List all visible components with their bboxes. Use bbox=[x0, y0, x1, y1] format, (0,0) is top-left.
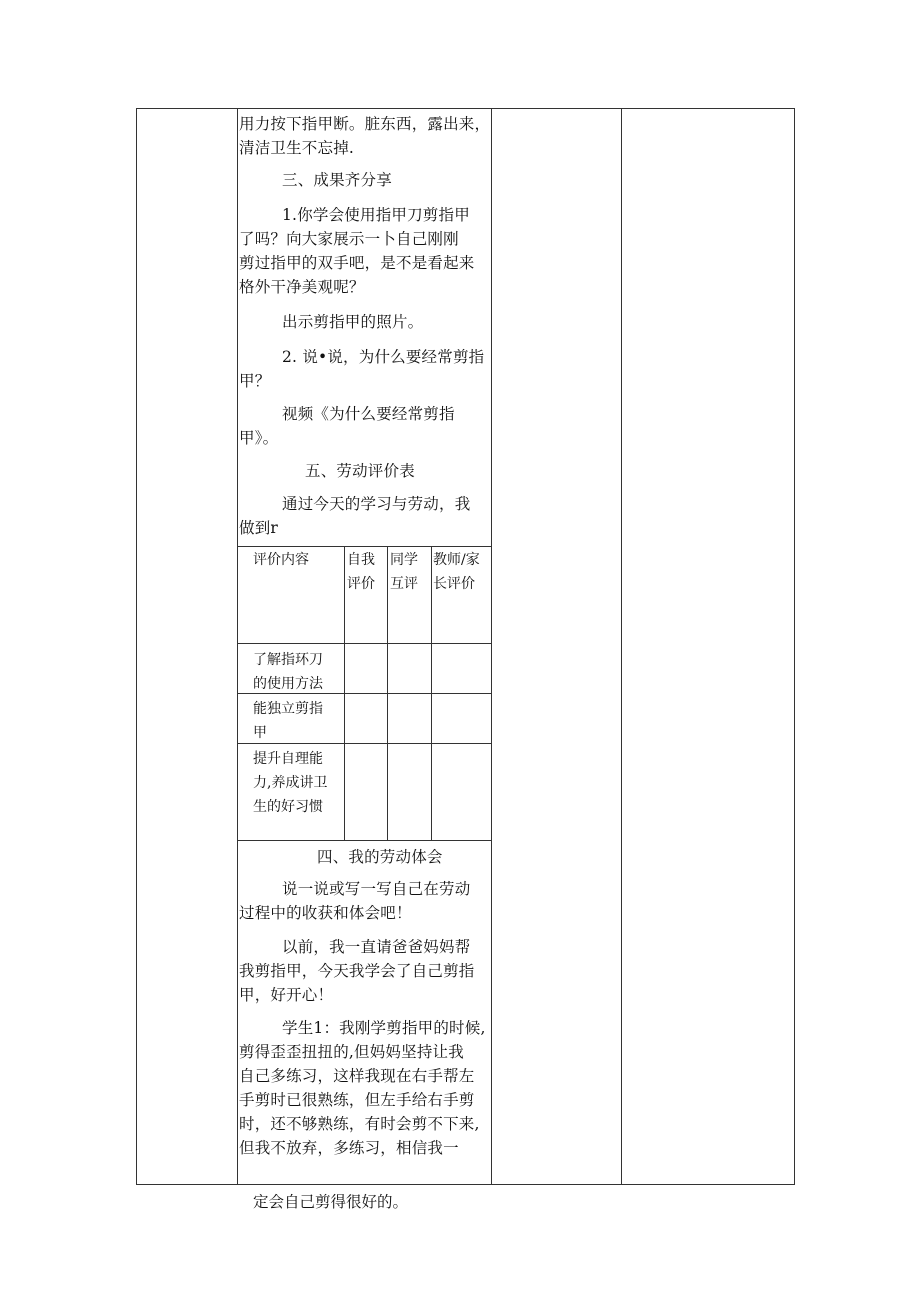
eval-table-col-line bbox=[387, 546, 388, 840]
eval-table-bottom bbox=[238, 840, 492, 841]
text-line: 剪过指甲的双手吧，是不是看起来 bbox=[239, 254, 475, 272]
text-line: 剪得歪歪扭扭的,但妈妈坚持让我 bbox=[239, 1043, 464, 1061]
text-line: 格外干净美观呢？ bbox=[239, 278, 365, 296]
text-line: 2. 说•说，为什么要经常剪指 bbox=[282, 348, 485, 366]
table-col-divider-2 bbox=[491, 108, 492, 1185]
eval-row-label: 提升自理能 bbox=[253, 751, 323, 767]
eval-header-content: 评价内容 bbox=[253, 552, 309, 568]
section-heading-3: 三、成果齐分享 bbox=[282, 171, 392, 189]
text-line: 说一说或写一写自己在劳动 bbox=[282, 880, 471, 898]
table-col-divider-1 bbox=[237, 108, 238, 1185]
eval-row-label: 的使用方法 bbox=[253, 676, 323, 692]
text-line: 甲？ bbox=[239, 372, 271, 390]
text-line: 1.你学会使用指甲刀剪指甲 bbox=[282, 206, 470, 224]
text-line: 甲》。 bbox=[239, 429, 279, 447]
text-line: 手剪时已很熟练，但左手给右手剪 bbox=[239, 1091, 475, 1109]
eval-row-label: 力,养成讲卫 bbox=[253, 775, 328, 791]
text-line: 了吗？向大家展示一卜自己刚刚 bbox=[239, 230, 459, 248]
eval-table-row-line bbox=[238, 743, 492, 744]
eval-row-label: 能独立剪指 bbox=[253, 701, 323, 717]
eval-table-col-line bbox=[344, 546, 345, 840]
eval-header-self: 评价 bbox=[347, 576, 375, 592]
text-line: 我剪指甲，今天我学会了自己剪指 bbox=[239, 962, 475, 980]
text-line: 但我不放弃，多练习，相信我一 bbox=[239, 1139, 459, 1157]
section-heading-4: 四、我的劳动体会 bbox=[317, 848, 443, 866]
table-bottom-border bbox=[136, 1184, 795, 1185]
eval-header-self: 自我 bbox=[347, 552, 375, 568]
continuation-text: 定会自己剪得很好的。 bbox=[253, 1193, 409, 1211]
table-top-border bbox=[136, 108, 795, 109]
text-line: 以前，我一直请爸爸妈妈帮 bbox=[282, 938, 471, 956]
eval-header-teacher: 长评价 bbox=[433, 576, 475, 592]
eval-header-teacher: 教师/家 bbox=[433, 552, 480, 568]
text-line: 通过今天的学习与劳动，我 bbox=[282, 495, 471, 513]
table-left-border bbox=[136, 108, 137, 1185]
text-line: 视频《为什么要经常剪指 bbox=[282, 405, 455, 423]
text-line: 做到r bbox=[239, 519, 279, 537]
eval-header-peer: 互评 bbox=[390, 576, 418, 592]
eval-table-col-line bbox=[431, 546, 432, 840]
text-line: 清洁卫生不忘掉. bbox=[239, 139, 355, 157]
text-line: 出示剪指甲的照片。 bbox=[282, 313, 424, 331]
text-line: 用力按下指甲断。脏东西，露出来， bbox=[239, 115, 491, 133]
eval-row-label: 甲 bbox=[253, 725, 267, 741]
table-right-border bbox=[794, 108, 795, 1185]
text-line: 自己多练习，这样我现在右手帮左 bbox=[239, 1067, 475, 1085]
text-line: 甲，好开心！ bbox=[239, 986, 334, 1004]
section-heading-5: 五、劳动评价表 bbox=[305, 462, 415, 480]
text-line: 时，还不够熟练，有时会剪不下来, bbox=[239, 1115, 480, 1133]
eval-header-peer: 同学 bbox=[390, 552, 418, 568]
table-col-divider-3 bbox=[621, 108, 622, 1185]
text-line: 学生1：我刚学剪指甲的时候, bbox=[282, 1019, 486, 1037]
eval-table-row-line bbox=[238, 643, 492, 644]
eval-row-label: 生的好习惯 bbox=[253, 799, 323, 815]
eval-table-top bbox=[238, 546, 492, 547]
text-line: 过程中的收获和体会吧！ bbox=[239, 904, 412, 922]
eval-row-label: 了解指环刀 bbox=[253, 652, 323, 668]
